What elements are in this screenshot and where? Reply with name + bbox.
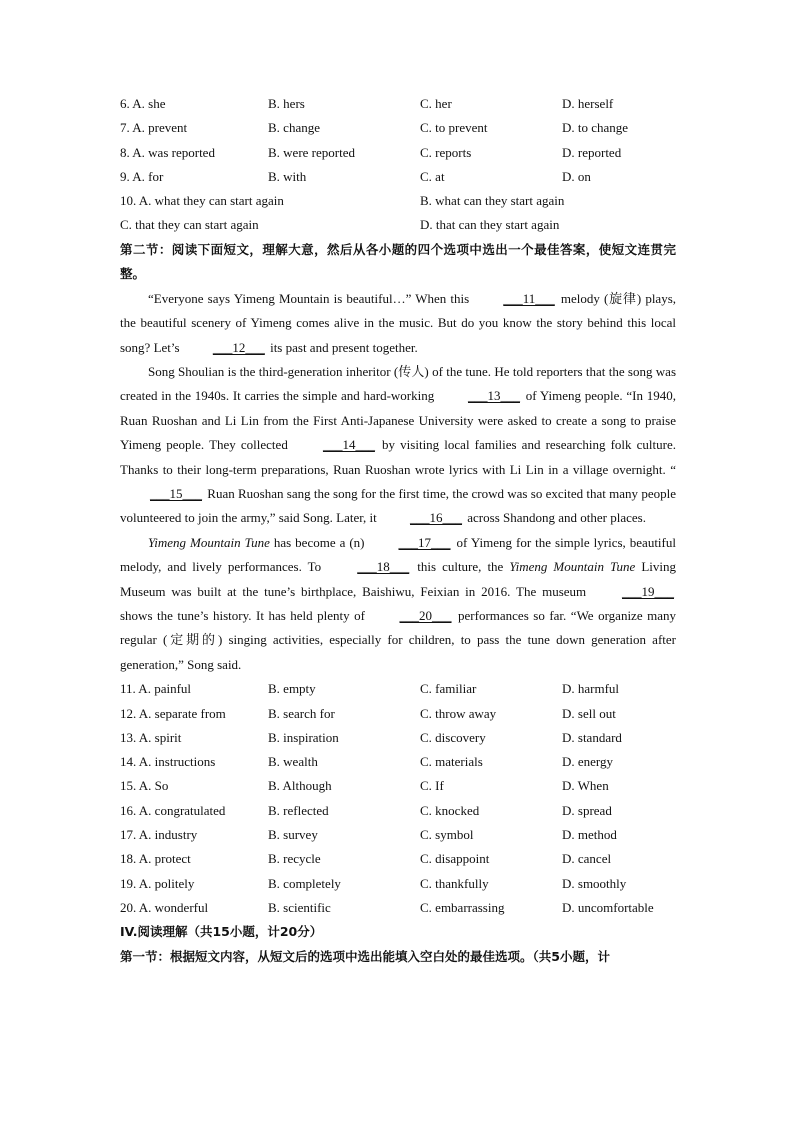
option-row-9 (120, 165, 676, 189)
blank-14[interactable]: ___14___ (322, 437, 375, 453)
option-c[interactable]: C. her (420, 96, 452, 111)
option-b[interactable]: B. wealth (268, 754, 318, 770)
option-a[interactable]: 9. A. for (120, 168, 164, 184)
option-row-10-cd (120, 213, 676, 237)
blank-15[interactable]: ___15___ (150, 486, 202, 502)
option-b[interactable]: B. scientific (268, 899, 331, 915)
option-row-17 (120, 823, 676, 847)
section2-heading: 第二节：阅读下面短文，理解大意，然后从各小题的四个选项中选出一个最佳答案，使短文连贯完整。 (120, 241, 676, 282)
option-a[interactable]: 15. A. So (120, 778, 169, 794)
song-title: Yimeng Mountain Tune (148, 534, 270, 550)
option-b[interactable]: B. change (268, 120, 320, 136)
option-row-10-ab (120, 189, 676, 213)
option-d[interactable]: D. uncomfortable (562, 899, 654, 915)
option-c[interactable]: C. at (420, 168, 445, 184)
blank-17[interactable]: ___17___ (398, 534, 451, 550)
option-b[interactable]: B. search for (268, 705, 335, 721)
passage-text: Living Museum was built at the tune’s birthplace, Baishiwu, Feixian in 2016. The museum (120, 559, 676, 599)
option-b[interactable]: B. with (268, 168, 307, 184)
option-d[interactable]: D. that can they start again (420, 217, 560, 233)
option-c[interactable]: C. reports (420, 144, 472, 160)
passage-paragraph-1 (120, 287, 676, 360)
option-b[interactable]: B. reflected (268, 802, 329, 818)
blank-12[interactable]: ___12___ (212, 339, 265, 355)
part4-heading: IV.阅读理解（共15小题，计20分） (120, 924, 323, 940)
option-c[interactable]: C. symbol (420, 827, 474, 843)
blank-19[interactable]: ___19___ (622, 583, 674, 599)
option-b[interactable]: B. hers (268, 96, 305, 111)
option-a[interactable]: 17. A. industry (120, 827, 198, 843)
blank-11[interactable]: ___11___ (503, 290, 555, 306)
option-row-14 (120, 750, 676, 774)
cloze-passage (120, 287, 676, 678)
options-group-6-9 (120, 92, 676, 238)
option-d[interactable]: D. energy (562, 754, 614, 770)
option-d[interactable]: D. cancel (562, 851, 612, 867)
passage-paragraph-2 (120, 360, 676, 531)
option-a[interactable]: 7. A. prevent (120, 120, 188, 136)
option-b[interactable]: B. what can they start again (420, 193, 565, 209)
passage-paragraph-3 (120, 531, 676, 677)
option-d[interactable]: D. spread (562, 802, 612, 818)
option-a[interactable]: 11. A. painful (120, 681, 192, 697)
passage-text: shows the tune’s history. It has held plenty of (120, 608, 370, 624)
blank-16[interactable]: ___16___ (410, 510, 463, 526)
option-d[interactable]: D. smoothly (562, 875, 627, 891)
option-c[interactable]: C. to prevent (420, 120, 488, 136)
passage-text: of Yimeng for the simple lyrics, beautiful melody, and lively performances. To (120, 534, 676, 575)
exam-page (120, 92, 676, 969)
options-group-11-20 (120, 677, 676, 920)
option-c[interactable]: C. familiar (420, 681, 477, 697)
option-b[interactable]: B. empty (268, 681, 316, 697)
option-d[interactable]: D. method (562, 827, 617, 843)
passage-text: melody (旋律) plays, the beautiful scenery of Yimeng comes alive in the music. But do you know the story behind this local song? Let’s (120, 290, 677, 355)
option-row-8 (120, 141, 676, 165)
option-b[interactable]: B. were reported (268, 144, 355, 160)
option-b[interactable]: B. Although (268, 778, 332, 794)
option-row-6 (120, 92, 676, 116)
option-a[interactable]: 14. A. instructions (120, 754, 216, 770)
passage-text: its past and present together. (266, 339, 418, 355)
option-c[interactable]: C. throw away (420, 705, 497, 721)
passage-text: Ruan Ruoshan sang the song for the first time, the crowd was so excited that many people volunteered to join the army,” said Song. Later, it (120, 486, 676, 526)
blank-20[interactable]: ___20___ (399, 608, 452, 624)
passage-text: Song Shoulian is the third-generation inheritor (传人) of the tune. He told reporters that the song was created in the 1940s. It carries the simple and hard-working (120, 364, 676, 404)
option-a[interactable]: 13. A. spirit (120, 729, 182, 745)
option-d[interactable]: D. on (562, 168, 591, 184)
option-a[interactable]: 10. A. what they can start again (120, 193, 284, 209)
option-a[interactable]: 16. A. congratulated (120, 802, 226, 818)
blank-18[interactable]: ___18___ (357, 559, 410, 575)
option-a[interactable]: 6. A. she (120, 96, 166, 111)
option-row-15 (120, 774, 676, 798)
option-d[interactable]: D. When (562, 778, 609, 794)
option-row-18 (120, 847, 676, 871)
song-title: Yimeng Mountain Tune (509, 559, 636, 575)
option-row-11 (120, 677, 676, 701)
option-d[interactable]: D. sell out (562, 705, 616, 721)
passage-text: by visiting local families and researching folk culture. Thanks to their long-term preparations, Ruan Ruoshan wrote lyrics with Li Lin in a village overnight. “ (120, 437, 676, 477)
option-d[interactable]: D. reported (562, 144, 622, 160)
option-c[interactable]: C. If (420, 778, 444, 794)
blank-13[interactable]: ___13___ (467, 388, 520, 404)
passage-text: “Everyone says Yimeng Mountain is beautiful…” When this (148, 290, 474, 306)
option-row-13 (120, 726, 676, 750)
option-a[interactable]: 8. A. was reported (120, 144, 215, 160)
option-b[interactable]: B. survey (268, 827, 318, 843)
section1-heading: 第一节：根据短文内容，从短文后的选项中选出能填入空白处的最佳选项。（共5小题，计 (120, 948, 610, 964)
option-row-12 (120, 702, 676, 726)
option-c[interactable]: C. disappoint (420, 851, 490, 867)
option-c[interactable]: C. discovery (420, 729, 486, 745)
option-row-20 (120, 896, 676, 920)
option-d[interactable]: D. standard (562, 729, 622, 745)
option-b[interactable]: B. recycle (268, 851, 321, 867)
passage-text: across Shandong and other places. (464, 510, 646, 526)
option-c[interactable]: C. thankfully (420, 875, 489, 891)
option-b[interactable]: B. inspiration (268, 729, 339, 745)
option-row-7 (120, 116, 676, 140)
option-c[interactable]: C. embarrassing (420, 899, 505, 915)
option-c[interactable]: C. materials (420, 754, 483, 770)
option-b[interactable]: B. completely (268, 875, 341, 891)
option-d[interactable]: D. harmful (562, 681, 620, 697)
option-row-19 (120, 872, 676, 896)
option-a[interactable]: 19. A. politely (120, 875, 195, 891)
option-row-16 (120, 799, 676, 823)
option-d[interactable]: D. herself (562, 96, 614, 111)
option-a[interactable]: 20. A. wonderful (120, 899, 209, 915)
option-c[interactable]: C. that they can start again (120, 217, 259, 233)
passage-text: has become a (n) (269, 534, 369, 550)
option-a[interactable]: 12. A. separate from (120, 705, 226, 721)
passage-text: performances so far. “We organize many regular (定期的) singing activities, especially for children, to pass the tune down generation after generation,” Song said. (120, 608, 676, 672)
option-c[interactable]: C. knocked (420, 802, 480, 818)
option-a[interactable]: 18. A. protect (120, 851, 191, 867)
passage-text: this culture, the (411, 559, 510, 575)
passage-text: of Yimeng people. “In 1940, Ruan Ruoshan and Li Lin from the First Anti-Japanese University were asked to create a song to praise Yimeng people. They collected (120, 388, 676, 453)
option-d[interactable]: D. to change (562, 120, 629, 136)
